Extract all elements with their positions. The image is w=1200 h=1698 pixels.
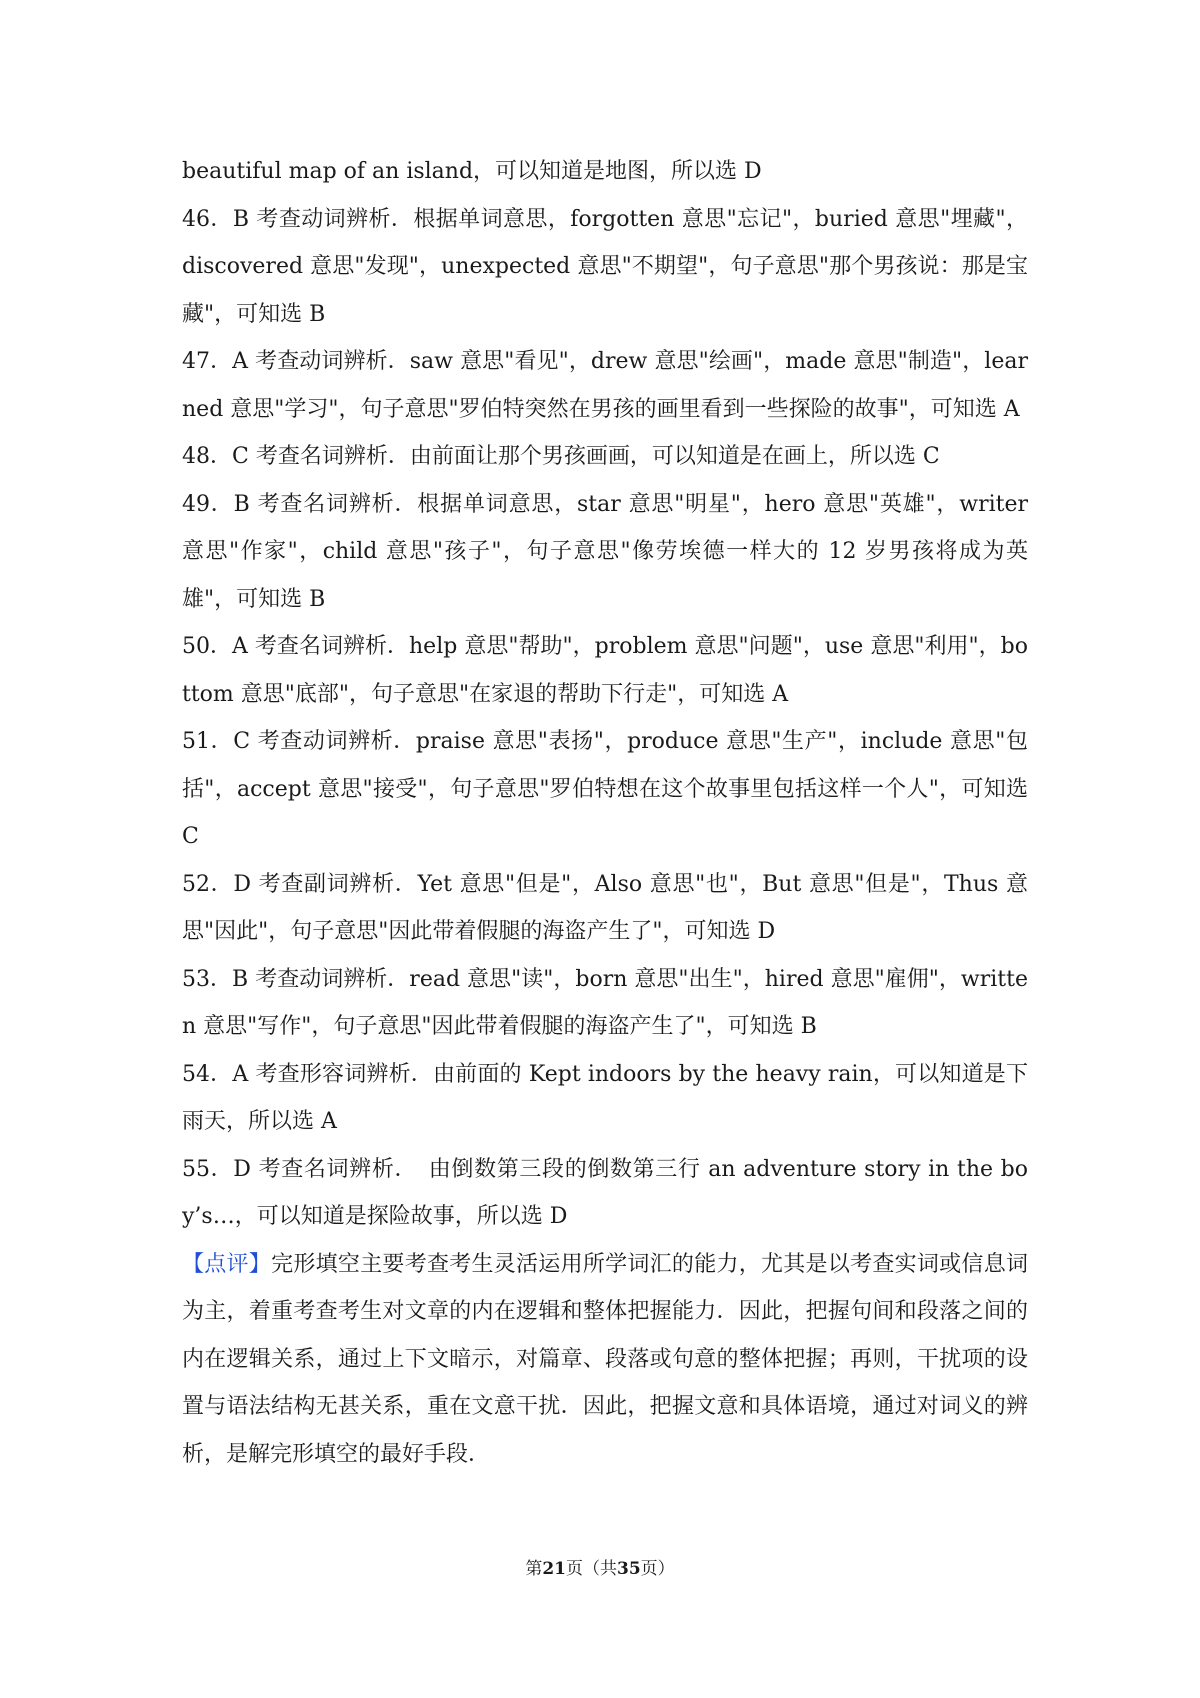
answer-paragraph: 50．A 考查名词辨析．help 意思"帮助"，problem 意思"问题"，use 意思"利用"，bottom 意思"底部"，句子意思"在家退的帮助下行走"，可知选 A (182, 634, 1028, 707)
answer-paragraph: 53．B 考查动词辨析．read 意思"读"，born 意思"出生"，hired 意思"雇佣"，written 意思"写作"，句子意思"因此带着假腿的海盗产生了"，可知选 B (182, 966, 1028, 1039)
answer-paragraph: beautiful map of an island，可以知道是地图，所以选 D (182, 159, 762, 184)
answer-paragraph: 55．D 考查名词辨析． 由倒数第三段的倒数第三行 an adventure story in the boy’s…，可以知道是探险故事，所以选 D (182, 1156, 1028, 1229)
footer-total-pages: 35 (617, 1559, 641, 1579)
page-footer (0, 1554, 1200, 1579)
footer-page-number: 21 (542, 1559, 566, 1579)
answer-paragraph: 51．C 考查动词辨析．praise 意思"表扬"，produce 意思"生产"，include 意思"包括"，accept 意思"接受"，句子意思"罗伯特想在这个故事里包括这样一个人"，可知选 C (182, 729, 1028, 849)
answer-paragraph: 46．B 考查动词辨析．根据单词意思，forgotten 意思"忘记"，buried 意思"埋藏"，discovered 意思"发现"，unexpected 意思"不期望"，句子意思"那个男孩说：那是宝藏"，可知选 B (182, 206, 1028, 327)
footer-suffix: 页） (640, 1559, 675, 1579)
comment-paragraph (182, 1241, 1028, 1479)
answer-paragraph: 52．D 考查副词辨析．Yet 意思"但是"，Also 意思"也"，But 意思"但是"，Thus 意思"因此"，句子意思"因此带着假腿的海盗产生了"，可知选 D (182, 871, 1028, 944)
answer-paragraph: 47．A 考查动词辨析．saw 意思"看见"，drew 意思"绘画"，made 意思"制造"，learned 意思"学习"，句子意思"罗伯特突然在男孩的画里看到一些探险的故事"，可知选 A (182, 349, 1028, 422)
footer-middle: 页（共 (566, 1559, 617, 1579)
footer-prefix: 第 (525, 1559, 543, 1579)
answer-paragraph: 49．B 考查名词辨析．根据单词意思，star 意思"明星"，hero 意思"英雄"，writer 意思"作家"，child 意思"孩子"，句子意思"像劳埃德一样大的 12 岁男孩将成为英雄"，可知选 B (182, 491, 1028, 612)
comment-text: 完形填空主要考查考生灵活运用所学词汇的能力，尤其是以考查实词或信息词为主，着重考查考生对文章的内在逻辑和整体把握能力．因此，把握句间和段落之间的内在逻辑关系，通过上下文暗示，对篇章、段落或句意的整体把握；再则，干扰项的设置与语法结构无甚关系，重在文意干扰．因此，把握文意和具体语境，通过对词义的辨析，是解完形填空的最好手段． (182, 1251, 1028, 1467)
answer-paragraph: 54．A 考查形容词辨析．由前面的 Kept indoors by the heavy rain，可以知道是下雨天，所以选 A (182, 1061, 1028, 1134)
answer-paragraph: 48．C 考查名词辨析．由前面让那个男孩画画，可以知道是在画上，所以选 C (182, 444, 940, 469)
comment-tag: 【点评】 (182, 1251, 272, 1277)
page-content (182, 148, 1028, 1478)
